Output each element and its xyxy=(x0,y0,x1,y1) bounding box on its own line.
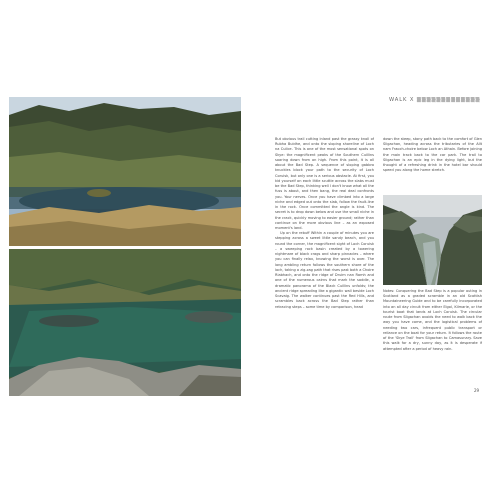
body-column-left xyxy=(275,137,374,395)
notes-paragraph: Notes: Conquering the Bad Step is a popular outing in Scotland as a graded scramble in an old Scottish Mountaineering Guide and to be carefully incorporated into an all day circuit from either Elgol, Kilmarie, or the tourist boat that lands at Loch Coruisk. The circular route from Sligachan avoids the need to walk back the way you have come, and the logistical problems of needing two cars, infrequent public transport or reliance on the boat for your return. It follows the route of the 'Skye Trail' from Sligachan to Camasunary. Save this walk for a dry, sunny day, as it is desperate if attempted after a period of heavy rain. xyxy=(383,289,482,351)
mountain-lochan-photo xyxy=(9,97,241,246)
body-column-right-top xyxy=(383,137,482,192)
loch-shoreline-photo xyxy=(9,249,241,396)
page-number: 29 xyxy=(474,388,480,393)
paragraph: down the steep, stony path back to the comfort of Glen Sligachan, heading across the tributaries of the Allt nam Fraoch-choire below Loch an Athain. Before joining the main track back to the car park. The trail to Sligachan is an epic leg in the dying light, but the thought of a refreshing drink in the hotel bar should speed you along the home stretch. xyxy=(383,137,482,173)
paragraph: Up on the rebuff Within a couple of minutes you are stepping across a sweet little sandy beach, and you round the corner, the magnificent sight of Loch Coruisk – a sweeping rock basin created by a towering nightmare of black crags and sharp pinnacles – where you can finally relax, knowing the worst is over. The long ambling return follows the southern shore of the loch, taking a zig-zag path that rises past both a Choire Riabhach, and onto the ridge of Druim nan Ramh and one of the numerous cairns that mark the saddle, a dramatic panorama of the Black Cuillins unfolds; the ancient ridge spreading like a gigantic wall beside Loch Scavaig. The walker continues past the Red Hills, and scrambles back across the Bad Step rather than retracing steps – some time by comparison, head xyxy=(275,231,374,309)
paragraph: But obvious trail cutting inland past the grassy knoll of Rubha Buidhe, and onto the sloping shoreline of Loch na Cuilce. This is one of the most sensational spots on Skye: the magnificent peaks of the Southern Cuillins soaring down from on high. From this point, it is all about the Bad Step. A sequence of sloping gabbro knuckles block your path to the security of Loch Coruisk, but only one is a serious obstacle. At first, you kid yourself on each little scuttle across the slabs must be the Bad Step, thinking well I don't know what all the fuss is about, and then bang, the real deal confronts you. Your nerves. Once you have climbed into a large niche and edged out onto the slab, follow the fault-line in the rock. Once committed the angle is kind. The secret is to drop down below and use the small niche in the crack, quickly moving to easier ground; rather than continue on the more obvious line – as an exposed moment's land. xyxy=(275,137,374,230)
body-column-right-notes xyxy=(383,289,482,390)
running-head: WALK X ▒▒▒▒▒▒▒▒▒▒▒▒▒ xyxy=(389,97,481,103)
glen-valley-photo xyxy=(383,195,482,285)
